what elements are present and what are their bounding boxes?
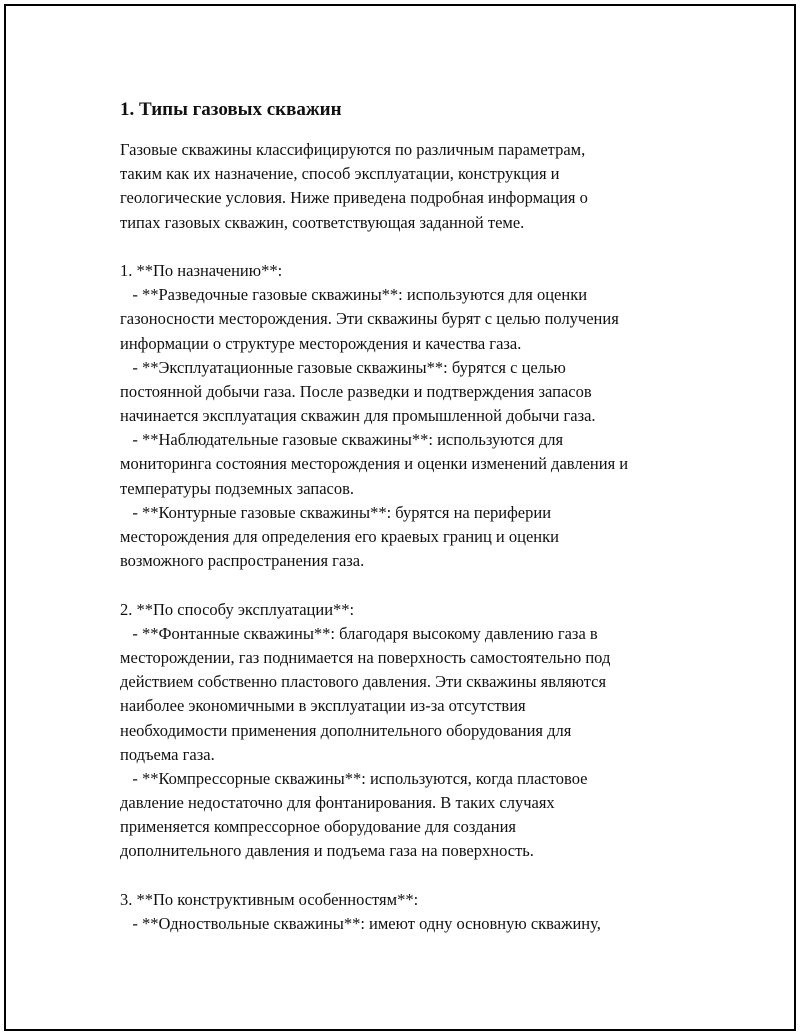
paragraph-gap: [120, 235, 700, 259]
text-line: типах газовых скважин, соответствующая заданной теме.: [120, 212, 525, 232]
text-line: - **Контурные газовые скважины**: бурятся на периферии: [120, 502, 552, 522]
text-line: - **Компрессорные скважины**: используются, когда пластовое: [120, 768, 588, 788]
text-line: применяется компрессорное оборудование для создания: [120, 817, 517, 837]
paragraph: [120, 259, 700, 573]
text-line: давление недостаточно для фонтанирования. В таких случаях: [120, 793, 555, 813]
paragraph-gap: [120, 573, 700, 597]
text-line: начинается эксплуатация скважин для промышленной добычи газа.: [120, 406, 596, 426]
text-line: месторождения для определения его краевых границ и оценки: [120, 527, 559, 546]
text-line: - **Одноствольные скважины**: имеют одну основную скважину,: [120, 914, 601, 933]
paragraph: [120, 138, 700, 235]
text-line: необходимости применения дополнительного оборудования для: [120, 720, 572, 740]
paragraph: [120, 888, 700, 936]
text-line: 1. **По назначению**:: [120, 260, 283, 280]
text-line: газоносности месторождения. Эти скважины бурят с целью получения: [120, 309, 619, 329]
text-line: таким как их назначение, способ эксплуатации, конструкция и: [120, 164, 560, 184]
document-body: [120, 138, 700, 936]
paragraph: [120, 598, 700, 864]
text-line: постоянной добычи газа. После разведки и подтверждения запасов: [120, 381, 592, 401]
text-line: 2. **По способу эксплуатации**:: [120, 599, 355, 619]
text-line: информации о структуре месторождения и качества газа.: [120, 333, 522, 353]
page-frame: [4, 4, 796, 1031]
text-line: - **Разведочные газовые скважины**: используются для оценки: [120, 285, 588, 305]
text-line: месторождении, газ поднимается на поверхность самостоятельно под: [120, 647, 611, 667]
text-line: - **Эксплуатационные газовые скважины**: бурятся с целью: [120, 357, 566, 377]
text-line: геологические условия. Ниже приведена подробная информация о: [120, 188, 588, 208]
text-line: Газовые скважины классифицируются по различным параметрам,: [120, 140, 586, 159]
text-line: дополнительного давления и подъема газа на поверхность.: [120, 841, 534, 861]
text-line: наиболее экономичными в эксплуатации из-за отсутствия: [120, 696, 526, 716]
text-line: - **Фонтанные скважины**: благодаря высокому давлению газа в: [120, 623, 598, 643]
text-line: 3. **По конструктивным особенностям**:: [120, 889, 419, 909]
text-line: - **Наблюдательные газовые скважины**: используются для: [120, 430, 564, 450]
text-line: температуры подземных запасов.: [120, 478, 355, 498]
paragraph-gap: [120, 864, 700, 888]
document-title: 1. Типы газовых скважин: [120, 99, 342, 120]
text-line: возможного распространения газа.: [120, 551, 365, 571]
document-content: [120, 98, 700, 936]
text-line: действием собственно пластового давления. Эти скважины являются: [120, 672, 607, 692]
text-line: подъема газа.: [120, 744, 215, 764]
text-line: мониторинга состояния месторождения и оценки изменений давления и: [120, 454, 629, 474]
